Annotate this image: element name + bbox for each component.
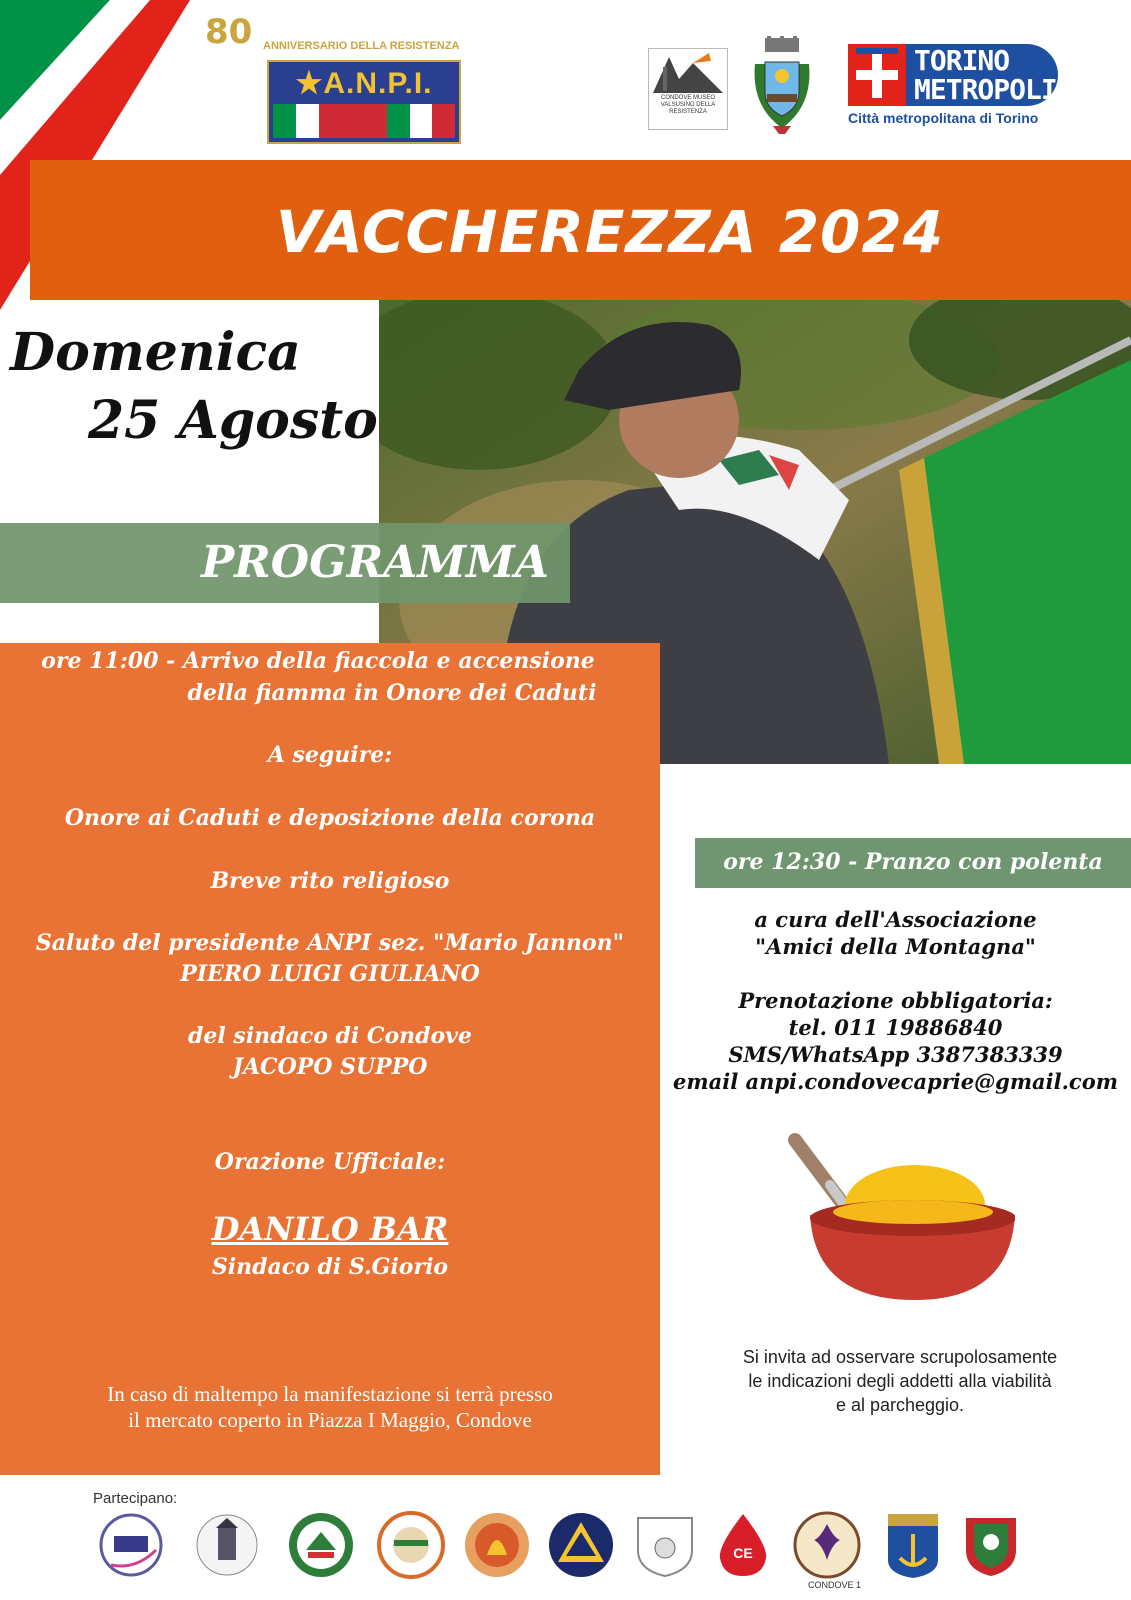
lunch-organizer-name: "Amici della Montagna" (755, 934, 1036, 959)
parking-notice-line3: e al parcheggio. (835, 1395, 965, 1415)
program-president-name: PIERO LUIGI GIULIANO (180, 961, 480, 987)
agesci-condove-logo (792, 1510, 862, 1580)
lunch-organizer: a cura dell'Associazione (754, 907, 1037, 932)
program-item-1-line1: ore 11:00 - Arrivo della fiaccola e accensione (41, 648, 595, 674)
associazione-turistica-logo (192, 1510, 262, 1580)
partecipano-label: Partecipano: (93, 1490, 178, 1507)
condove-label: CONDOVE 1 (808, 1580, 862, 1590)
anpi-badge (267, 60, 461, 144)
alpini-val-susa-logo (286, 1510, 356, 1580)
weather-notice-line1: In caso di maltempo la manifestazione si terrà presso (107, 1382, 553, 1406)
booking-sms: SMS/WhatsApp 3387383339 (728, 1042, 1063, 1067)
svg-text:CE: CE (733, 1545, 753, 1561)
program-speaker: DANILO BAR (211, 1210, 449, 1248)
torino-subtitle: Città metropolitana di Torino (848, 110, 1039, 126)
unione-nazionale-logo (376, 1510, 446, 1580)
torino-cross-icon (848, 44, 906, 106)
anpi-flag-stripes (273, 104, 455, 138)
programma-band (0, 523, 570, 603)
program-honor: Onore ai Caduti e deposizione della corona (64, 805, 596, 831)
condove-crest-icon (745, 36, 820, 136)
museo-resistenza-logo (648, 48, 728, 130)
marinai-logo (878, 1510, 948, 1580)
title-band (30, 160, 1131, 300)
unione-musicale-logo (96, 1510, 166, 1580)
anpi-logo (205, 12, 460, 140)
lunch-band (695, 838, 1131, 888)
event-title: VACCHEREZZA 2024 (275, 198, 945, 266)
museo-mountain-icon (649, 49, 727, 95)
protezione-civile-condove-logo (546, 1510, 616, 1580)
program-oration: Orazione Ufficiale: (214, 1149, 446, 1175)
program-follow: A seguire: (267, 742, 393, 768)
torino-metropoli-logo (848, 44, 1058, 144)
polenta-bowl-icon (785, 1130, 1015, 1305)
program-mayor: del sindaco di Condove (188, 1023, 472, 1049)
booking-email: email anpi.condovecaprie@gmail.com (673, 1069, 1118, 1094)
weather-notice-line2: il mercato coperto in Piazza I Maggio, Condove (128, 1408, 532, 1432)
program-rite: Breve rito religioso (210, 868, 450, 894)
associazione-shield-logo (956, 1510, 1026, 1580)
parking-notice-line1: Si invita ad osservare scrupolosamente (742, 1347, 1058, 1367)
program-panel (0, 643, 660, 1475)
program-item-1-line2: della fiamma in Onore dei Caduti (187, 680, 597, 706)
museo-caption: CONDOVE MUSEO VALSUSINO DELLA RESISTENZA (660, 95, 716, 115)
lunch-label: ore 12:30 - Pranzo con polenta (723, 849, 1103, 875)
program-speaker-role: Sindaco di S.Giorio (211, 1254, 449, 1280)
protezione-civile-logo (462, 1510, 532, 1580)
caprie-sangue-logo (708, 1510, 778, 1580)
anpi-80-number: 80 (205, 12, 253, 52)
torino-title: TORINO METROPOLI (914, 44, 1057, 106)
parking-notice-line2: le indicazioni degli addetti alla viabilità (748, 1371, 1052, 1391)
programma-heading: PROGRAMMA (201, 537, 549, 588)
event-date: 25 Agosto (88, 390, 378, 451)
event-day: Domenica (10, 322, 301, 383)
booking-phone: tel. 011 19886840 (788, 1015, 1003, 1040)
anpi-anniversary-text: ANNIVERSARIO DELLA RESISTENZA (263, 40, 460, 52)
program-mayor-name: JACOPO SUPPO (232, 1054, 428, 1080)
program-greeting: Saluto del presidente ANPI sez. "Mario Jannon" (35, 930, 625, 956)
anpi-name: ★A.N.P.I. (295, 67, 433, 100)
us-condovese-logo (630, 1510, 700, 1580)
booking-label: Prenotazione obbligatoria: (738, 988, 1053, 1013)
